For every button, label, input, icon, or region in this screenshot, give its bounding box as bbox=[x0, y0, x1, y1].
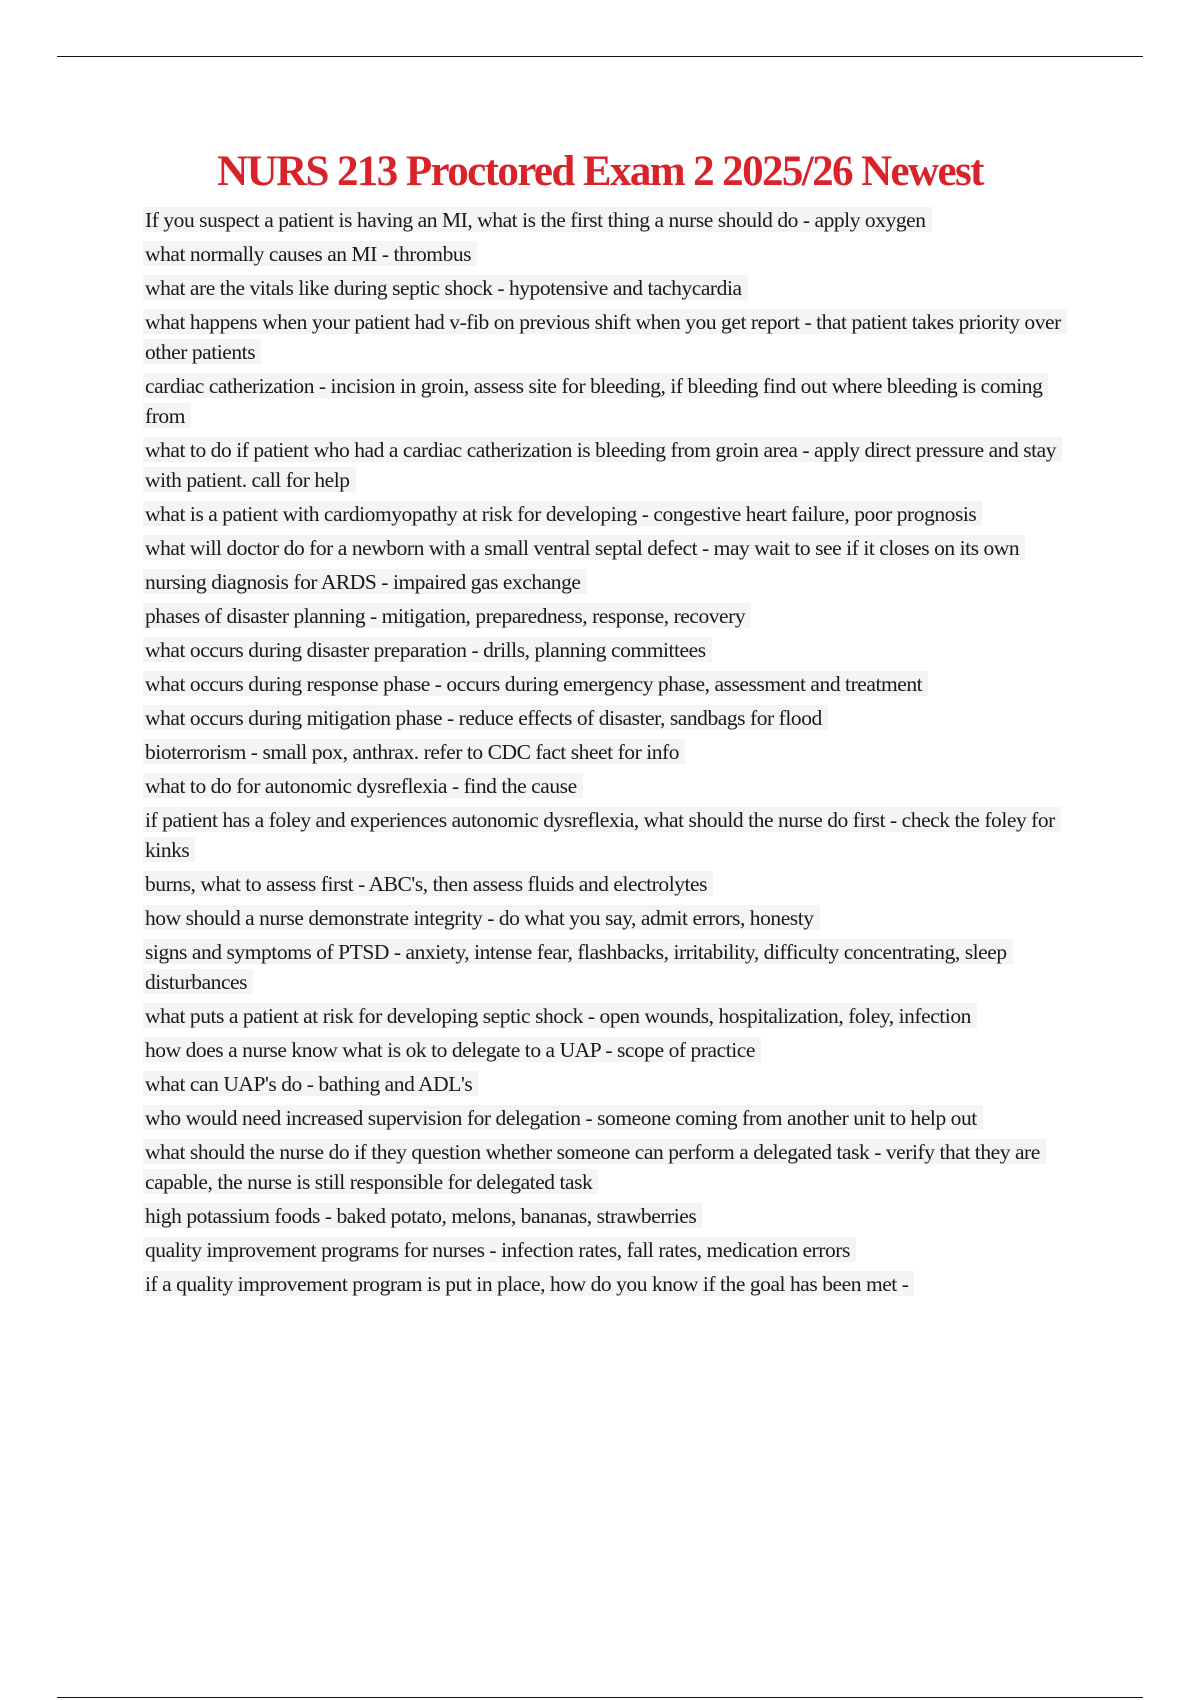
qa-text: burns, what to assess first - ABC's, then assess fluids and electrolytes bbox=[143, 871, 713, 896]
qa-text: what will doctor do for a newborn with a small ventral septal defect - may wait to see if it closes on its own bbox=[143, 535, 1025, 560]
qa-item bbox=[143, 1201, 1063, 1231]
qa-item bbox=[143, 435, 1063, 495]
qa-item bbox=[143, 273, 1063, 303]
bottom-rule bbox=[57, 1697, 1143, 1698]
qa-item bbox=[143, 205, 1063, 235]
top-rule bbox=[57, 56, 1143, 57]
qa-item bbox=[143, 371, 1063, 431]
qa-text: what should the nurse do if they question whether someone can perform a delegated task - verify that they are capable, the nurse is still responsible for delegated task bbox=[143, 1139, 1046, 1194]
qa-text: what are the vitals like during septic shock - hypotensive and tachycardia bbox=[143, 275, 748, 300]
qa-item bbox=[143, 239, 1063, 269]
qa-item bbox=[143, 1235, 1063, 1265]
qa-text: what occurs during disaster preparation - drills, planning committees bbox=[143, 637, 712, 662]
qa-item bbox=[143, 533, 1063, 563]
qa-item bbox=[143, 601, 1063, 631]
qa-text: bioterrorism - small pox, anthrax. refer to CDC fact sheet for info bbox=[143, 739, 685, 764]
qa-text: what can UAP's do - bathing and ADL's bbox=[143, 1071, 478, 1096]
qa-item bbox=[143, 1103, 1063, 1133]
qa-text: what normally causes an MI - thrombus bbox=[143, 241, 477, 266]
qa-text: cardiac catherization - incision in groin, assess site for bleeding, if bleeding find out where bleeding is coming from bbox=[143, 373, 1048, 428]
qa-text: what puts a patient at risk for developing septic shock - open wounds, hospitalization, foley, infection bbox=[143, 1003, 977, 1028]
qa-item bbox=[143, 903, 1063, 933]
qa-item bbox=[143, 567, 1063, 597]
qa-text: if a quality improvement program is put in place, how do you know if the goal has been met - bbox=[143, 1271, 914, 1296]
qa-item bbox=[143, 805, 1063, 865]
qa-text: what to do if patient who had a cardiac catherization is bleeding from groin area - apply direct pressure and stay with patient. call for help bbox=[143, 437, 1062, 492]
qa-item bbox=[143, 1035, 1063, 1065]
qa-text: If you suspect a patient is having an MI, what is the first thing a nurse should do - apply oxygen bbox=[143, 207, 932, 232]
document-title: NURS 213 Proctored Exam 2 2025/26 Newest bbox=[217, 148, 983, 195]
qa-text: what to do for autonomic dysreflexia - find the cause bbox=[143, 773, 583, 798]
qa-text: what occurs during mitigation phase - reduce effects of disaster, sandbags for flood bbox=[143, 705, 828, 730]
qa-item bbox=[143, 1001, 1063, 1031]
qa-item bbox=[143, 737, 1063, 767]
qa-item bbox=[143, 937, 1063, 997]
qa-item bbox=[143, 669, 1063, 699]
qa-text: what happens when your patient had v-fib on previous shift when you get report - that patient takes priority over other patients bbox=[143, 309, 1067, 364]
qa-text: phases of disaster planning - mitigation, preparedness, response, recovery bbox=[143, 603, 751, 628]
qa-text: signs and symptoms of PTSD - anxiety, intense fear, flashbacks, irritability, difficulty concentrating, sleep disturbances bbox=[143, 939, 1013, 994]
qa-text: how should a nurse demonstrate integrity - do what you say, admit errors, honesty bbox=[143, 905, 820, 930]
qa-text: who would need increased supervision for delegation - someone coming from another unit to help out bbox=[143, 1105, 983, 1130]
qa-text: high potassium foods - baked potato, melons, bananas, strawberries bbox=[143, 1203, 702, 1228]
qa-text: what occurs during response phase - occurs during emergency phase, assessment and treatment bbox=[143, 671, 928, 696]
qa-text: what is a patient with cardiomyopathy at risk for developing - congestive heart failure, poor prognosis bbox=[143, 501, 982, 526]
qa-item bbox=[143, 1137, 1063, 1197]
qa-item bbox=[143, 771, 1063, 801]
qa-text: how does a nurse know what is ok to delegate to a UAP - scope of practice bbox=[143, 1037, 761, 1062]
qa-text: quality improvement programs for nurses - infection rates, fall rates, medication errors bbox=[143, 1237, 856, 1262]
qa-item bbox=[143, 635, 1063, 665]
qa-text: nursing diagnosis for ARDS - impaired gas exchange bbox=[143, 569, 587, 594]
qa-item bbox=[143, 869, 1063, 899]
qa-item bbox=[143, 703, 1063, 733]
qa-item bbox=[143, 1069, 1063, 1099]
qa-item bbox=[143, 1269, 1063, 1299]
qa-item bbox=[143, 307, 1063, 367]
qa-list bbox=[143, 205, 1063, 1303]
qa-text: if patient has a foley and experiences autonomic dysreflexia, what should the nurse do first - check the foley for kinks bbox=[143, 807, 1061, 862]
qa-item bbox=[143, 499, 1063, 529]
